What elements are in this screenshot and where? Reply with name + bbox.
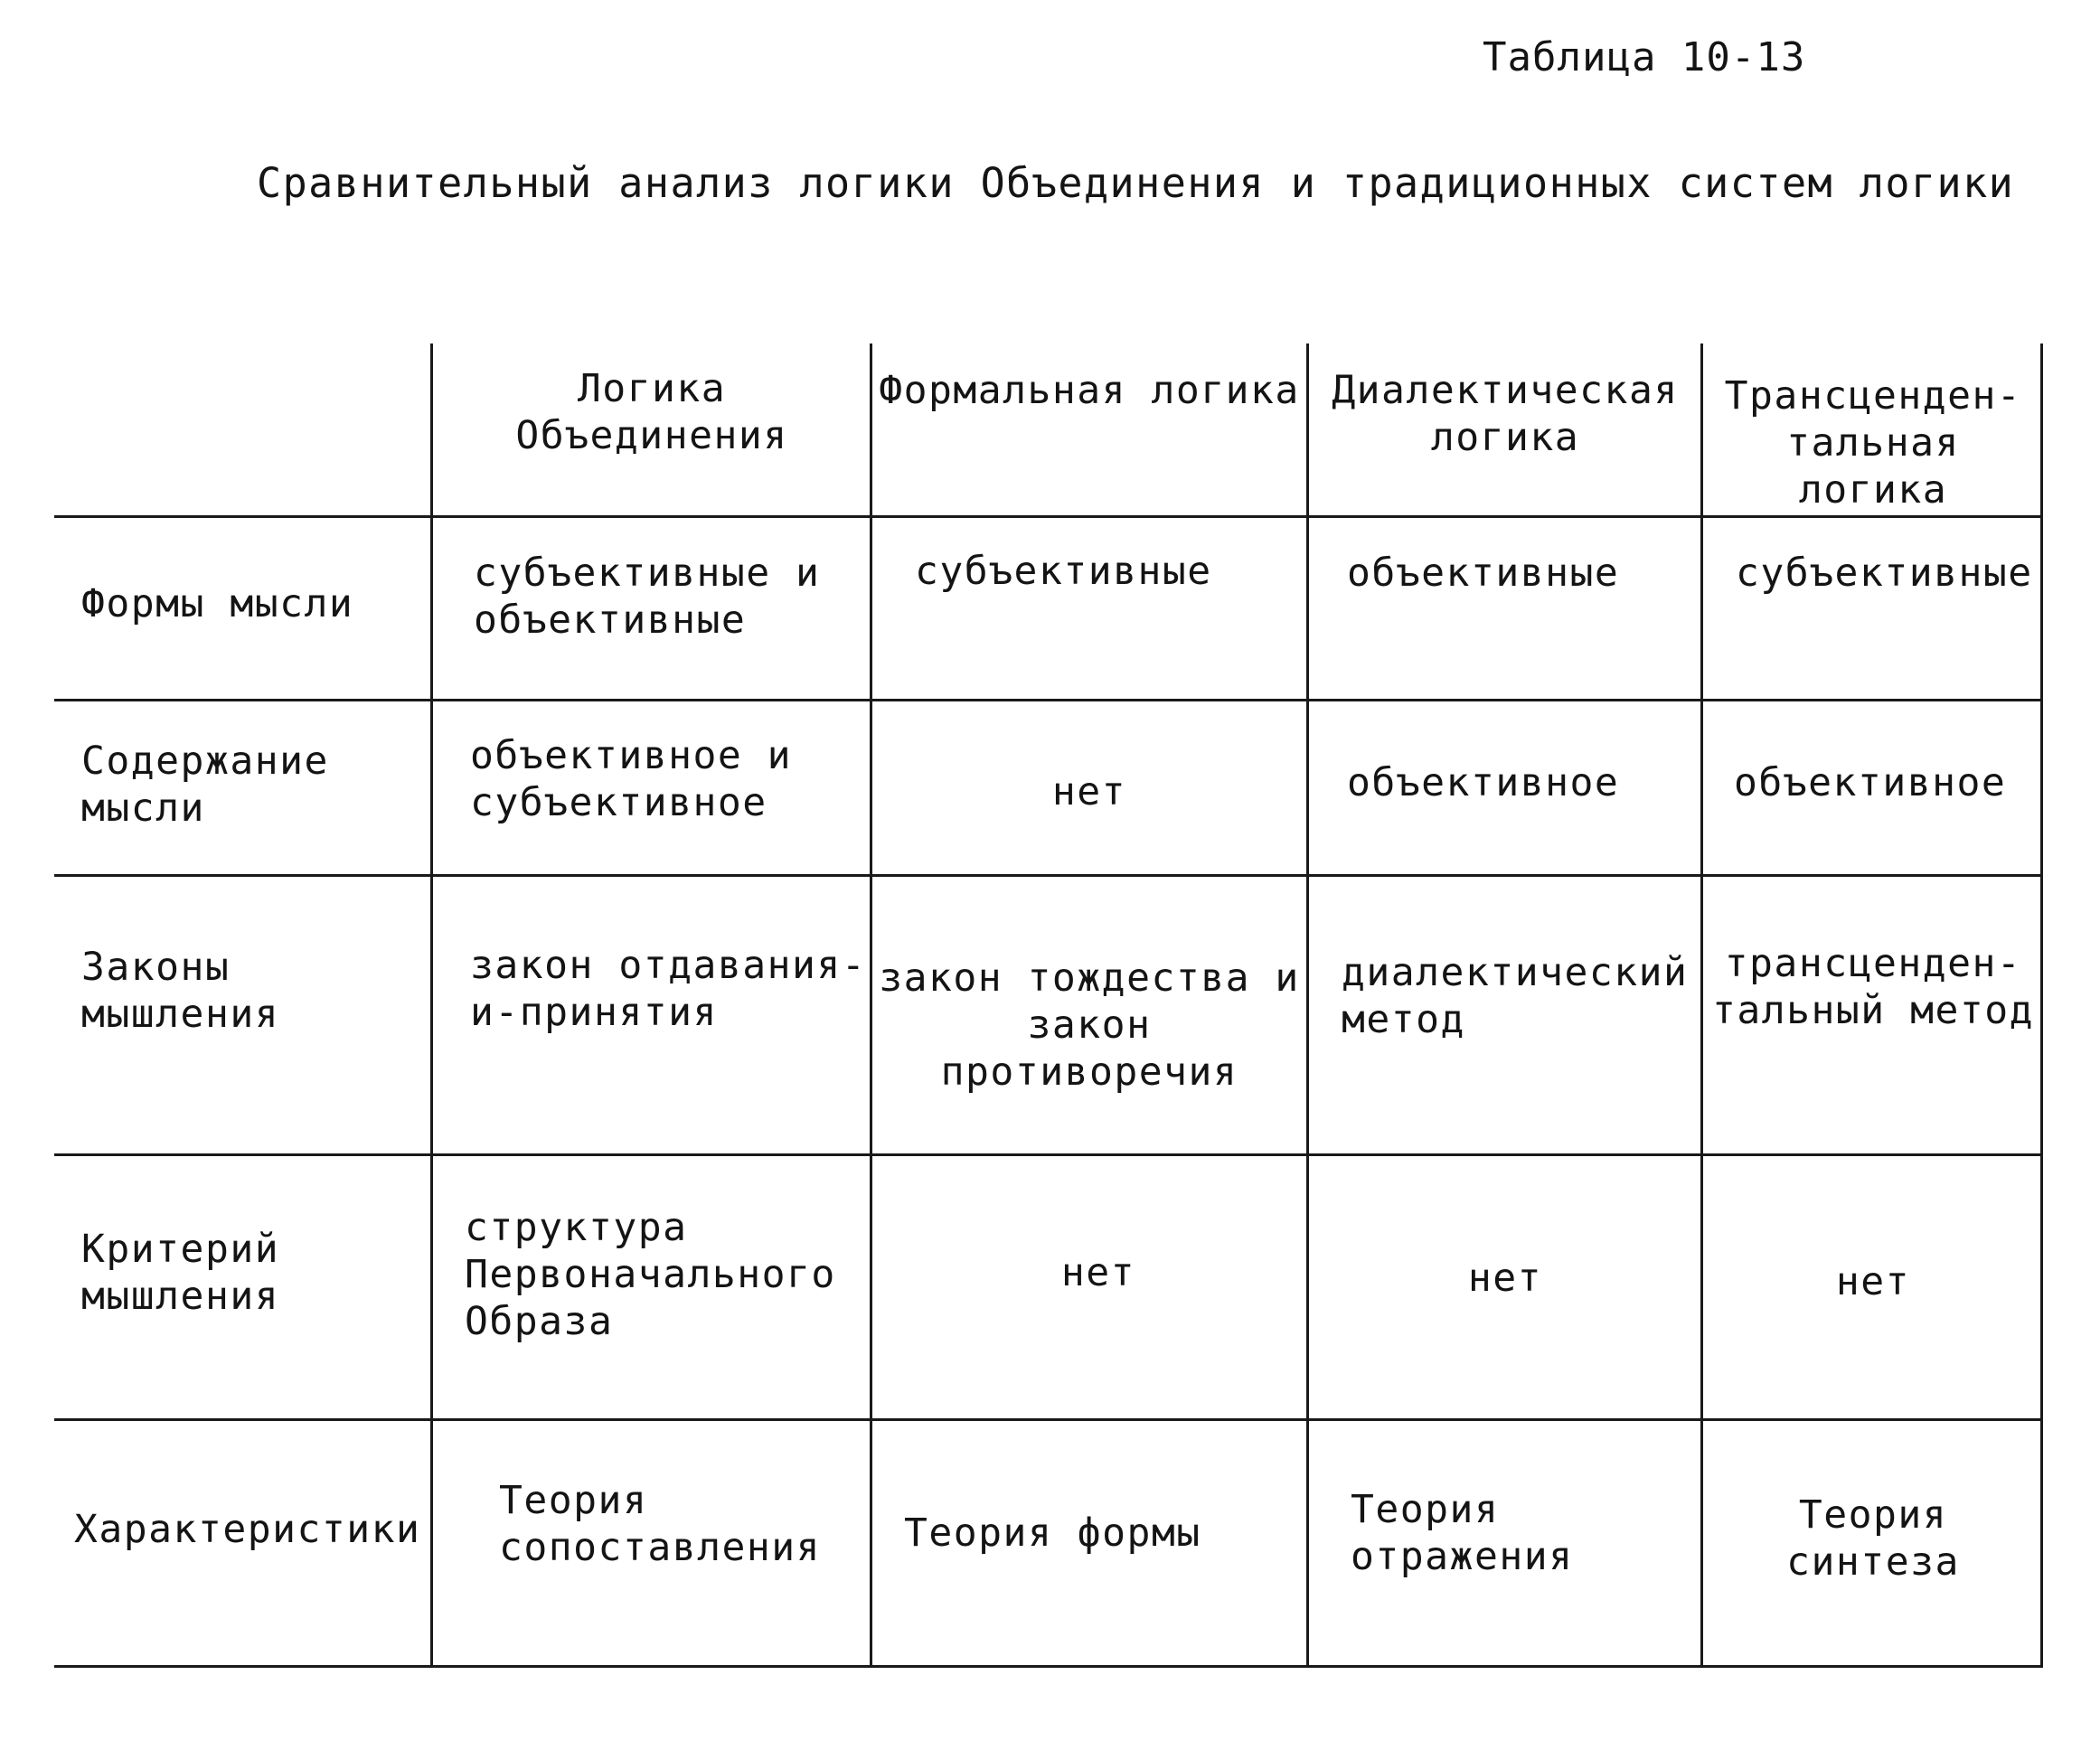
table-cell: закон тождества и закон противоречия	[879, 955, 1300, 1095]
table-cell: Теория отражения	[1351, 1487, 1574, 1579]
table-cell: диалектический метод	[1342, 950, 1689, 1042]
table-cell: нет	[1060, 1250, 1136, 1295]
column-divider	[870, 343, 872, 1668]
table-cell: Теория формы	[904, 1510, 1201, 1556]
table-cell: Теория сопоставления	[499, 1478, 822, 1570]
row-label: Характеристики	[74, 1507, 421, 1552]
row-label: Формы мысли	[81, 581, 354, 626]
table-cell: субъективные	[1736, 551, 2033, 596]
table-cell: объективное	[1347, 760, 1620, 805]
row-divider	[54, 515, 2043, 518]
table-cell: субъективные	[915, 549, 1212, 594]
comparison-table	[54, 343, 2043, 1668]
table-cell: Теория синтеза	[1786, 1492, 1960, 1585]
table-cell: субъективные и объективные	[474, 551, 821, 643]
header-cell: Диалектическая логика	[1332, 368, 1679, 460]
table-number: Таблица 10-13	[1483, 34, 1806, 80]
table-cell: нет	[1467, 1256, 1543, 1301]
table-cell: объективное	[1734, 760, 2007, 805]
header-cell: Формальная логика	[879, 368, 1300, 413]
table-cell: нет	[1835, 1259, 1911, 1304]
row-divider	[54, 1153, 2043, 1156]
table-title: Сравнительный анализ логики Объединения и традиционных систем логики	[257, 159, 2015, 207]
column-divider	[430, 343, 433, 1668]
table-cell: объективные	[1347, 551, 1620, 596]
column-divider	[1306, 343, 1309, 1668]
table-cell: нет	[1051, 769, 1127, 814]
table-cell: объективное и субъективное	[470, 733, 793, 825]
table-cell: закон отдавания- и-принятия	[470, 943, 867, 1035]
header-cell: Трансценден- тальная логика	[1724, 373, 2022, 513]
row-divider	[54, 1418, 2043, 1421]
table-bottom-border	[54, 1665, 2043, 1668]
row-label: Содержание мысли	[81, 739, 329, 831]
row-divider	[54, 699, 2043, 701]
header-cell: Логика Объединения	[515, 366, 788, 458]
table-cell: структура Первоначального Образа	[465, 1205, 836, 1344]
row-label: Критерий мышления	[81, 1227, 280, 1319]
table-cell: трансценден- тальный метод	[1711, 941, 2035, 1033]
row-divider	[54, 874, 2043, 877]
row-label: Законы мышления	[81, 945, 280, 1037]
